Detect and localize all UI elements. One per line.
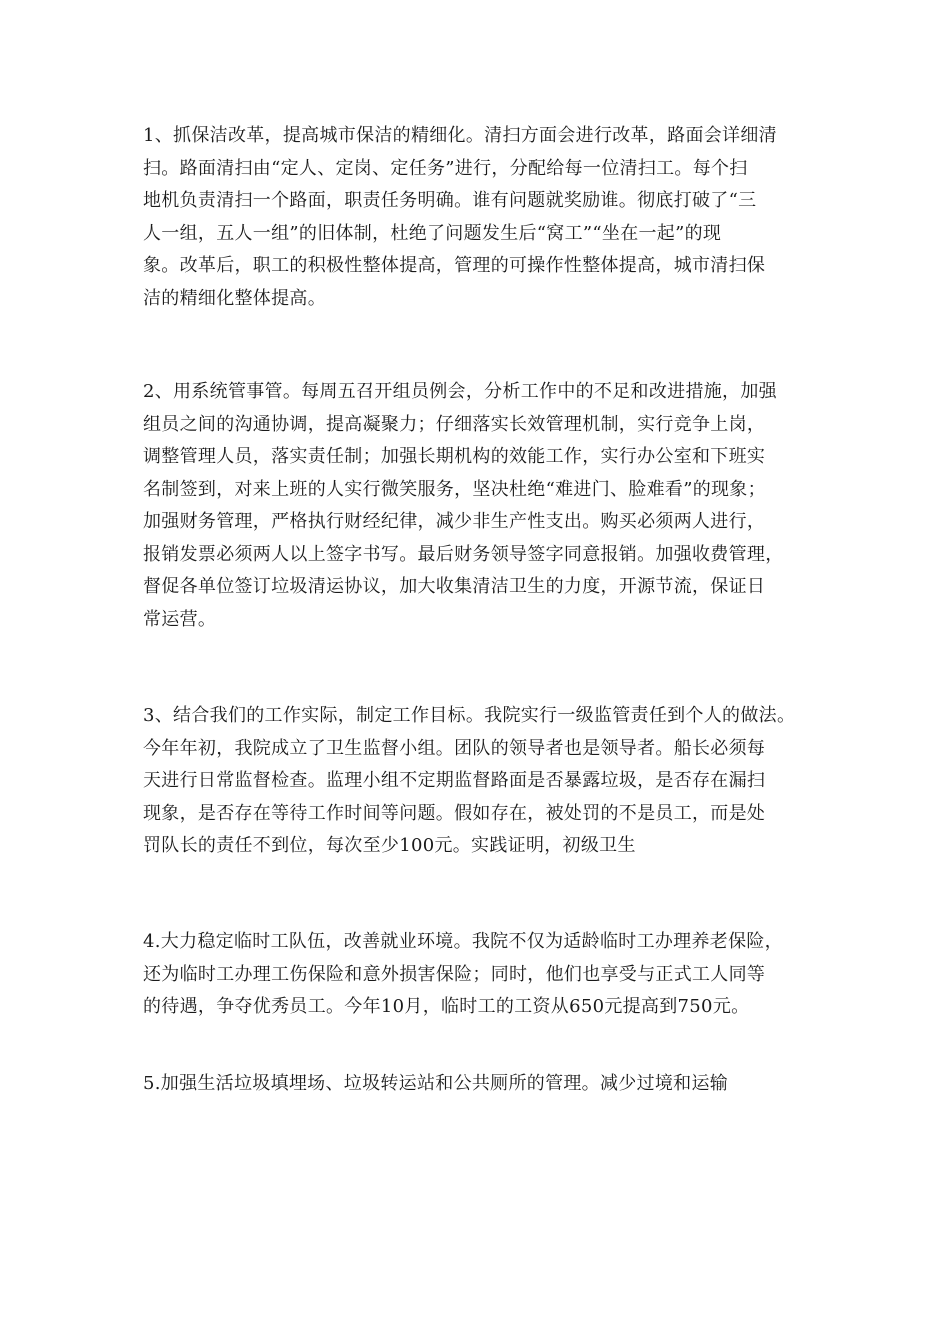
paragraph-line: 调整管理人员，落实责任制；加强长期机构的效能工作，实行办公室和下班实 [143,446,766,467]
paragraph-line: 的待遇，争夺优秀员工。今年10月，临时工的工资从650元提高到750元。 [143,996,750,1017]
paragraph-line: 4.大力稳定临时工队伍，改善就业环境。我院不仅为适龄临时工办理养老保险， [143,931,783,952]
paragraph-line: 常运营。 [143,608,217,630]
paragraph-line: 地机负责清扫一个路面，职责任务明确。谁有问题就奖励谁。彻底打破了“三 [143,190,757,211]
paragraph-line: 罚队长的责任不到位，每次至少100元。实践证明，初级卫生 [143,835,636,856]
paragraph-4 [143,926,783,1024]
paragraph-line: 洁的精细化整体提高。 [143,287,326,309]
paragraph-line: 报销发票必须两人以上签字书写。最后财务领导签字同意报销。加强收费管理， [143,543,784,565]
paragraph-line: 1、抓保洁改革，提高城市保洁的精细化。清扫方面会进行改革，路面会详细清 [143,125,777,146]
paragraph-3 [143,700,795,863]
paragraph-line: 3、结合我们的工作实际，制定工作目标。我院实行一级监管责任到个人的做法。 [143,705,796,726]
paragraph-line: 天进行日常监督检查。监理小组不定期监督路面是否暴露垃圾，是否存在漏扫 [143,770,766,791]
paragraph-line: 5.加强生活垃圾填埋场、垃圾转运站和公共厕所的管理。减少过境和运输 [143,1073,729,1094]
paragraph-2 [143,376,784,636]
paragraph-line: 象。改革后，职工的积极性整体提高，管理的可操作性整体提高，城市清扫保 [143,255,766,276]
paragraph-line: 组员之间的沟通协调，提高凝聚力；仔细落实长效管理机制，实行竞争上岗， [143,413,766,435]
paragraph-line: 名制签到，对来上班的人实行微笑服务，坚决杜绝“难进门、脸难看”的现象； [143,478,766,500]
paragraph-line: 督促各单位签订垃圾清运协议，加大收集清洁卫生的力度，开源节流，保证日 [143,576,766,597]
paragraph-line: 2、用系统管事管。每周五召开组员例会，分析工作中的不足和改进措施，加强 [143,381,777,402]
paragraph-line: 扫。路面清扫由“定人、定岗、定任务”进行，分配给每一位清扫工。每个扫 [143,157,748,179]
paragraph-line: 今年年初，我院成立了卫生监督小组。团队的领导者也是领导者。船长必须每 [143,737,766,759]
paragraph-line: 还为临时工办理工伤保险和意外损害保险；同时，他们也享受与正式工人同等 [143,963,766,985]
paragraph-1 [143,120,777,315]
paragraph-line: 现象，是否存在等待工作时间等问题。假如存在，被处罚的不是员工，而是处 [143,802,766,824]
paragraph-5 [143,1068,728,1101]
paragraph-line: 加强财务管理，严格执行财经纪律，减少非生产性支出。购买必须两人进行， [143,511,766,532]
paragraph-line: 人一组，五人一组”的旧体制，杜绝了问题发生后“窝工”“坐在一起”的现 [143,222,722,244]
